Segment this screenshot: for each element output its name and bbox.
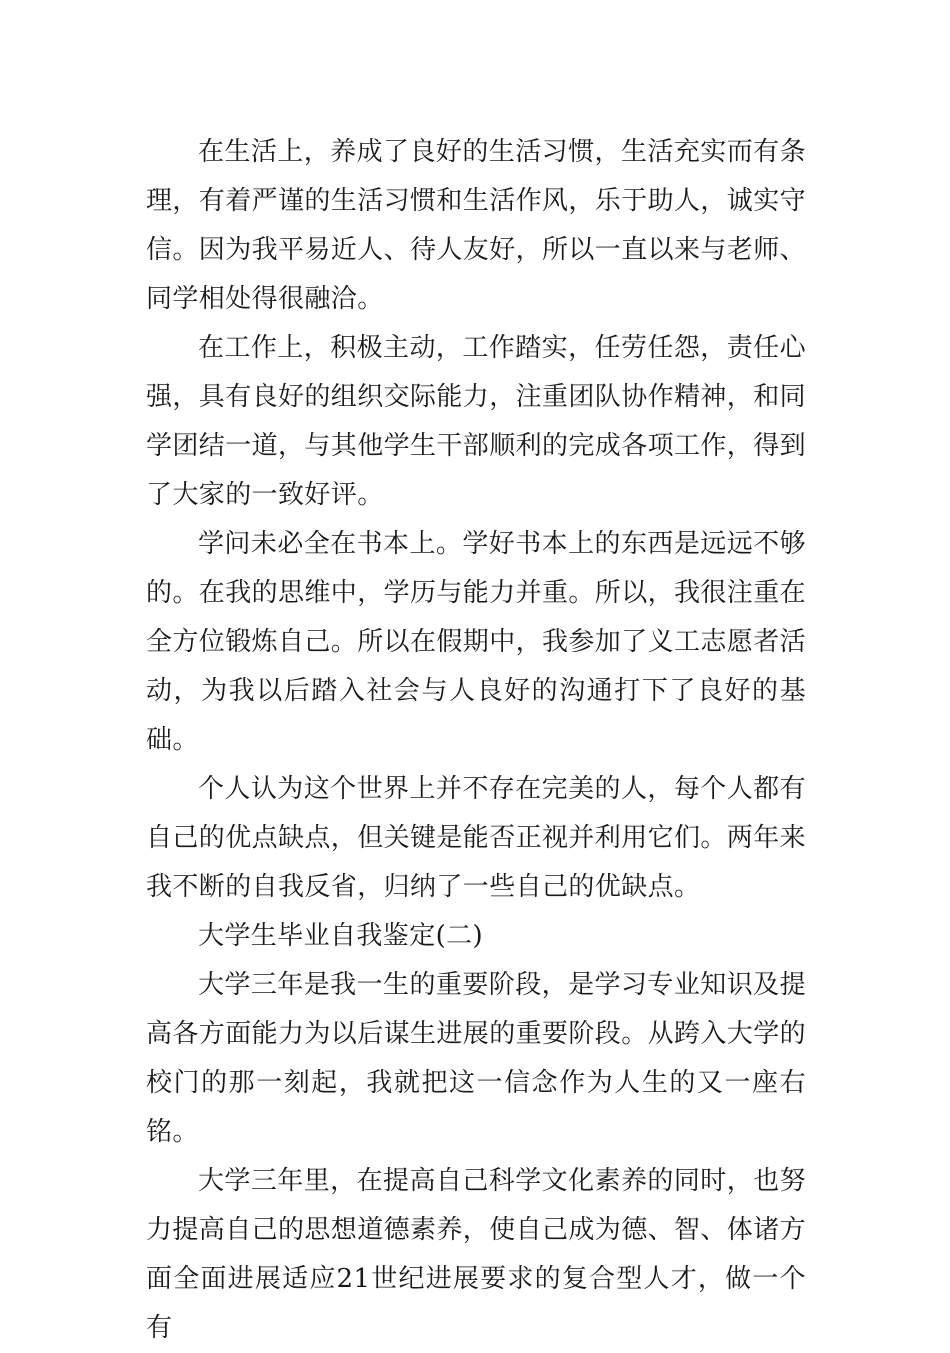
paragraph-work: 在工作上，积极主动，工作踏实，任劳任怨，责任心强，具有良好的组织交际能力，注重团队协作精神，和同学团结一道，与其他学生干部顺利的完成各项工作，得到了大家的一致好评。 [146, 333, 807, 510]
section-heading: 大学生毕业自我鉴定(二) [198, 921, 484, 951]
document-page [146, 128, 806, 1353]
paragraph-self-reflection: 个人认为这个世界上并不存在完美的人，每个人都有自己的优点缺点，但关键是能否正视并利用它们。两年来我不断的自我反省，归纳了一些自己的优缺点。 [146, 774, 807, 902]
paragraph-learning: 学问未必全在书本上。学好书本上的东西是远远不够的。在我的思维中，学历与能力并重。所以，我很注重在全方位锻炼自己。所以在假期中，我参加了义工志愿者活动，为我以后踏入社会与人良好的沟通打下了良好的基础。 [146, 529, 807, 755]
paragraph-university-years: 大学三年是我一生的重要阶段，是学习专业知识及提高各方面能力为以后谋生进展的重要阶段。从跨入大学的校门的那一刻起，我就把这一信念作为人生的又一座右铭。 [146, 970, 807, 1147]
paragraph-self-improvement: 大学三年里，在提高自己科学文化素养的同时，也努力提高自己的思想道德素养，使自己成为德、智、体诸方面全面进展适应21世纪进展要求的复合型人才，做一个有 [146, 1166, 807, 1343]
paragraph-life: 在生活上，养成了良好的生活习惯，生活充实而有条理，有着严谨的生活习惯和生活作风，乐于助人，诚实守信。因为我平易近人、待人友好，所以一直以来与老师、同学相处得很融洽。 [146, 137, 807, 314]
